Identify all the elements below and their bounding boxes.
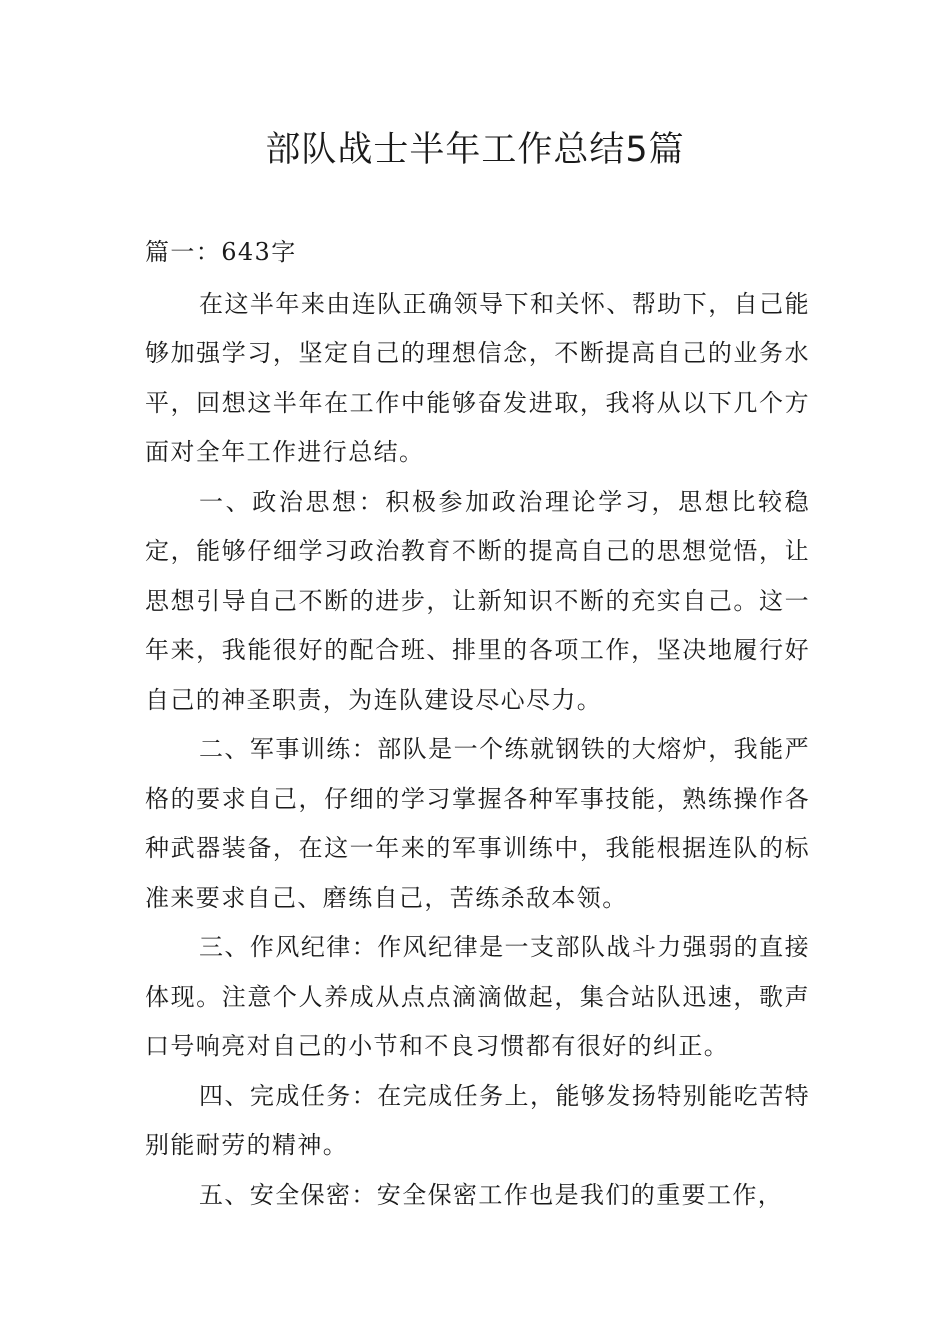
paragraph-political: 一、政治思想：积极参加政治理论学习，思想比较稳定，能够仔细学习政治教育不断的提高自己的思想觉悟，让思想引导自己不断的进步，让新知识不断的充实自己。这一年来，我能很好的配合班、排里的各项工作，坚决地履行好自己的神圣职责，为连队建设尽心尽力。	[145, 487, 810, 714]
paragraph-discipline: 三、作风纪律：作风纪律是一支部队战斗力强弱的直接体现。注意个人养成从点点滴滴做起，集合站队迅速，歌声口号响亮对自己的小节和不良习惯都有很好的纠正。	[145, 933, 810, 1060]
paragraph-tasks: 四、完成任务：在完成任务上，能够发扬特别能吃苦特别能耐劳的精神。	[145, 1081, 810, 1159]
paragraph-security: 五、安全保密：安全保密工作也是我们的重要工作，	[199, 1180, 784, 1209]
paragraph-military-training: 二、军事训练：部队是一个练就钢铁的大熔炉，我能严格的要求自己，仔细的学习掌握各种军事技能，熟练操作各种武器装备，在这一年来的军事训练中，我能根据连队的标准来要求自己、磨练自己，苦练杀敌本领。	[145, 735, 810, 912]
document-title: 部队战士半年工作总结5篇	[265, 130, 685, 170]
document-body	[145, 228, 810, 1220]
section-label: 篇一：643字	[145, 238, 297, 266]
paragraph-intro: 在这半年来由连队正确领导下和关怀、帮助下，自己能够加强学习，坚定自己的理想信念，不断提高自己的业务水平，回想这半年在工作中能够奋发进取，我将从以下几个方面对全年工作进行总结。	[145, 289, 810, 466]
